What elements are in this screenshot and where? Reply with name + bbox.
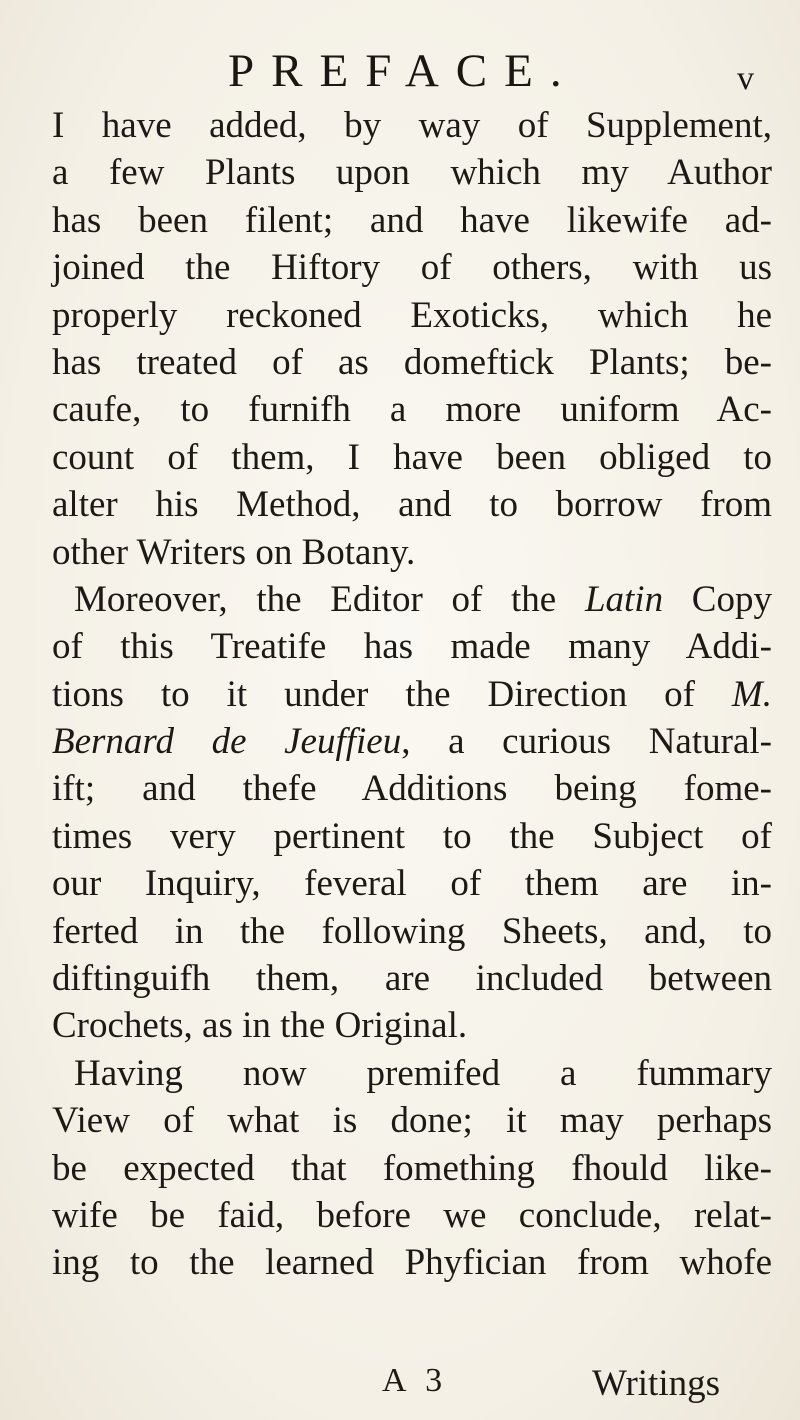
text-line: our Inquiry, feveral of them are in-: [52, 863, 772, 905]
text-line: [52, 671, 772, 718]
text-line: Having now premifed a fummary: [74, 1052, 772, 1094]
text-line: a few Plants upon which my Author: [52, 152, 772, 194]
text-line: ferted in the following Sheets, and, to: [52, 910, 772, 952]
page-footer: [0, 1362, 800, 1410]
text-line: I have added, by way of Supplement,: [52, 105, 772, 146]
italic-word: M.: [731, 673, 772, 715]
body-text: [52, 102, 772, 1287]
text-run: Moreover, the Editor of the: [74, 578, 585, 620]
text-line: [52, 576, 772, 623]
italic-word: Latin: [584, 578, 664, 620]
text-line: has been filent; and have likewife ad-: [52, 199, 772, 241]
text-line: times very pertinent to the Subject of: [52, 815, 772, 857]
text-line: ift; and thefe Additions being fome-: [52, 768, 772, 810]
text-line: of this Treatife has made many Addi-: [52, 626, 772, 668]
text-run: Copy: [663, 578, 772, 620]
text-line: other Writers on Botany.: [52, 531, 416, 573]
text-line: caufe, to furnifh a more uniform Ac-: [52, 389, 772, 431]
text-line: alter his Method, and to borrow from: [52, 484, 772, 526]
text-line: wife be faid, before we conclude, relat-: [52, 1194, 772, 1236]
text-run: tions to it under the Direction of: [52, 673, 732, 715]
catchword: Writings: [592, 1363, 721, 1404]
text-line: be expected that fomething fhould like-: [52, 1147, 772, 1189]
signature-mark: A 3: [382, 1362, 449, 1399]
text-line: Crochets, as in the Original.: [52, 1005, 468, 1047]
page-number: v: [737, 60, 754, 97]
text-line: diftinguifh them, are included between: [52, 958, 772, 1000]
text-line: joined the Hiftory of others, with us: [52, 247, 772, 289]
text-line: View of what is done; it may perhaps: [52, 1100, 772, 1142]
running-head-title: PREFACE.: [228, 45, 579, 97]
italic-name: Bernard de Jeuffieu: [52, 721, 402, 763]
text-line: count of them, I have been obliged to: [52, 436, 772, 478]
text-line: ing to the learned Phyfician from whofe: [52, 1242, 772, 1284]
running-head: [0, 38, 800, 98]
text-line: has treated of as domeftick Plants; be-: [52, 341, 772, 383]
text-line: properly reckoned Exoticks, which he: [52, 294, 772, 336]
text-run: , a curious Natural-: [401, 721, 772, 763]
text-line: [52, 718, 772, 765]
